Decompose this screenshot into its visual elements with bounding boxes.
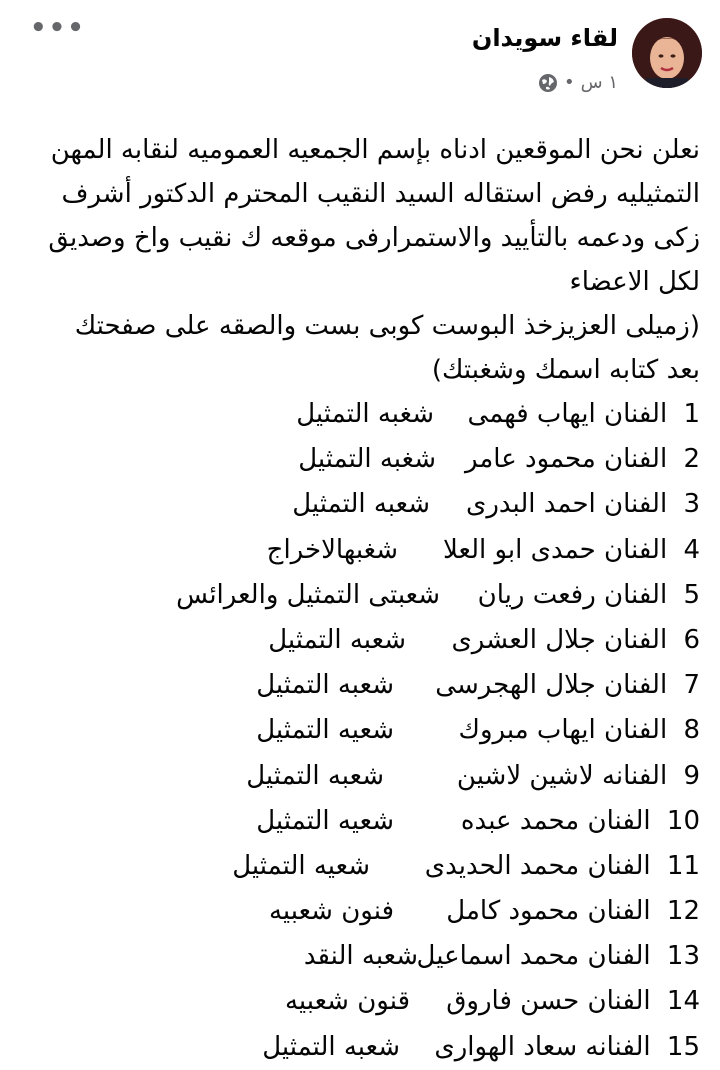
signatory-name: الفنان محمد الحديدى xyxy=(424,850,651,881)
signatory-number: 15 xyxy=(666,1031,700,1062)
post-time[interactable]: ١ س xyxy=(580,72,618,93)
signatory-number: 14 xyxy=(666,986,700,1017)
signatory-number: 13 xyxy=(666,941,700,972)
signatory-branch: شعبه التمثيل xyxy=(256,670,394,701)
signatory-branch: شعبه التمثيل xyxy=(268,624,406,655)
signatory-name: الفنان رفعت ريان xyxy=(477,579,668,610)
signatory-number: 12 xyxy=(666,896,700,927)
signatory-branch: شعبه التمثيل xyxy=(246,760,384,791)
signatory-name: الفنان حسن فاروق xyxy=(446,986,651,1017)
signatory-name: الفنانه سعاد الهوارى xyxy=(434,1031,651,1062)
avatar[interactable] xyxy=(632,18,702,88)
signatory-branch: قنون شعبيه xyxy=(284,986,410,1017)
list-item xyxy=(14,754,700,799)
signatory-list xyxy=(14,392,700,1070)
signatory-branch: شعبه التمثيل xyxy=(262,1031,400,1062)
avatar-photo-icon xyxy=(632,18,702,88)
signatory-branch: شغبه التمثيل xyxy=(296,399,434,429)
signatory-number: 1 xyxy=(683,399,700,429)
globe-icon[interactable] xyxy=(538,73,558,93)
signatory-branch: شعيه التمثيل xyxy=(256,715,394,746)
author-name[interactable]: لقاء سويدان xyxy=(471,24,618,52)
list-item xyxy=(14,889,700,934)
signatory-name: الفنان جلال الهجرسى xyxy=(435,670,668,701)
list-item xyxy=(14,573,700,618)
post-text-line: لكل الاعضاء xyxy=(569,267,700,297)
signatory-number: 9 xyxy=(683,760,700,791)
signatory-number: 6 xyxy=(683,624,700,655)
post-text-line: زكى ودعمه بالتأييد والاستمرارفى موقعه ك نقيب واخ وصديق xyxy=(48,223,700,253)
list-item xyxy=(14,1025,700,1070)
signatory-name: الفنان احمد البدرى xyxy=(465,489,668,520)
signatory-name: الفنان ايهاب فهمى xyxy=(467,399,668,429)
signatory-branch: شعبتى التمثيل والعرائس xyxy=(176,579,440,610)
signatory-branch: فنون شعبيه xyxy=(268,896,394,927)
signatory-branch: شعبه التمثيل xyxy=(292,489,430,520)
list-item xyxy=(14,934,700,979)
list-item xyxy=(14,482,700,527)
signatory-name: الفنان حمدى ابو العلا xyxy=(443,534,668,565)
signatory-number: 2 xyxy=(683,444,700,475)
list-item xyxy=(14,528,700,573)
post-text-line: بعد كتابه اسمك وشغبتك) xyxy=(431,355,700,385)
list-item xyxy=(14,663,700,708)
signatory-name: الفنان ايهاب مبروك xyxy=(458,715,668,746)
signatory-name: الفنان محمود كامل xyxy=(446,896,651,927)
signatory-name: الفنان محمد اسماعيل xyxy=(416,941,651,972)
list-item xyxy=(14,437,700,482)
signatory-number: 3 xyxy=(683,489,700,520)
signatory-name: الفنان محمد عبده xyxy=(460,805,651,836)
signatory-branch: شعيه التمثيل xyxy=(256,805,394,836)
signatory-number: 8 xyxy=(683,715,700,746)
list-item xyxy=(14,799,700,844)
signatory-branch: شغبهالاخراج xyxy=(266,534,398,565)
signatory-name: الفنان محمود عامر xyxy=(465,444,668,475)
post-text-line: نعلن نحن الموقعين ادناه بإسم الجمعيه العموميه لنقابه المهن xyxy=(50,135,700,165)
signatory-number: 7 xyxy=(683,670,700,701)
post-text-line: (زميلى العزيزخذ البوست كوبى بست والصقه على صفحتك xyxy=(74,311,700,341)
meta-separator: • xyxy=(564,72,575,93)
signatory-branch: شعيه التمثيل xyxy=(232,850,370,881)
list-item xyxy=(14,618,700,663)
more-options-icon[interactable]: ••• xyxy=(30,13,86,43)
post-header xyxy=(0,0,720,110)
signatory-number: 4 xyxy=(683,534,700,565)
post-text-line: التمثيليه رفض استقاله السيد النقيب المحترم الدكتور أشرف xyxy=(61,179,700,209)
list-item xyxy=(14,844,700,889)
signatory-number: 5 xyxy=(683,579,700,610)
signatory-branch: شغبه التمثيل xyxy=(298,444,436,475)
signatory-number: 10 xyxy=(666,805,700,836)
post-meta xyxy=(538,72,618,93)
list-item xyxy=(14,708,700,753)
signatory-name: الفنانه لاشين لاشين xyxy=(456,760,668,791)
signatory-branch: شعبه النقد xyxy=(303,941,418,972)
list-item xyxy=(14,392,700,437)
post-body xyxy=(14,128,700,1070)
signatory-name: الفنان جلال العشرى xyxy=(451,624,668,655)
signatory-number: 11 xyxy=(666,850,700,881)
list-item xyxy=(14,979,700,1024)
